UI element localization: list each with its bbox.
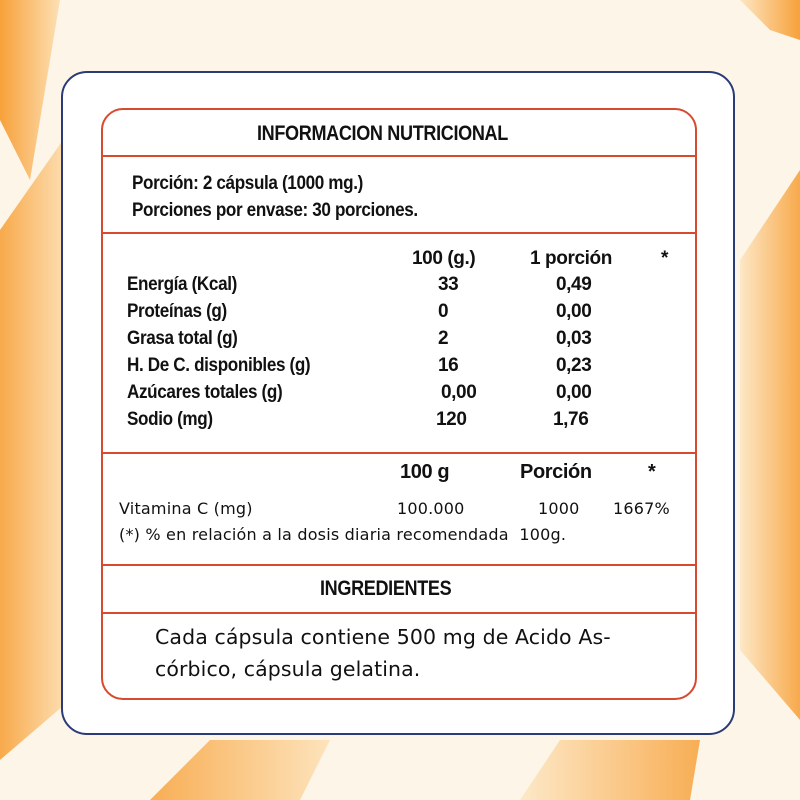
row-label: Sodio (mg) (127, 409, 213, 430)
row-label: Azúcares totales (g) (127, 382, 283, 403)
daily-value-percent: 1667% (613, 499, 670, 518)
column-header: 100 g (400, 461, 450, 483)
vitamin-label: Vitamina C (mg) (119, 499, 253, 518)
servings-text: Porciones por envase: 30 porciones. (132, 200, 418, 221)
row-label: H. De C. disponibles (g) (127, 355, 311, 376)
panel-title: INFORMACION NUTRICIONAL (257, 122, 508, 145)
row-label: Grasa total (g) (127, 328, 238, 349)
value-per-100: 0,00 (441, 382, 477, 403)
value-per-portion: 1000 (538, 499, 580, 518)
value-per-portion: 0,00 (556, 301, 592, 322)
column-header: 1 porción (530, 248, 612, 269)
divider (103, 564, 695, 566)
value-per-portion: 1,76 (553, 409, 589, 430)
value-per-100: 33 (438, 274, 459, 295)
column-header: * (661, 248, 668, 269)
value-per-100: 100.000 (397, 499, 465, 518)
divider (103, 232, 695, 234)
footnote: (*) % en relación a la dosis diaria recomendada 100g. (119, 525, 567, 544)
value-per-portion: 0,23 (556, 355, 592, 376)
value-per-100: 120 (436, 409, 467, 430)
ingredients-line: Cada cápsula contiene 500 mg de Acido As- (155, 625, 611, 649)
value-per-100: 0 (438, 301, 449, 322)
row-label: Proteínas (g) (127, 301, 227, 322)
value-per-100: 2 (438, 328, 449, 349)
column-header: * (648, 461, 656, 483)
divider (103, 155, 695, 157)
column-header: Porción (520, 461, 592, 483)
value-per-100: 16 (438, 355, 459, 376)
value-per-portion: 0,00 (556, 382, 592, 403)
ingredients-heading: INGREDIENTES (320, 577, 452, 600)
divider (103, 612, 695, 614)
portion-text: Porción: 2 cápsula (1000 mg.) (132, 173, 363, 194)
ingredients-line: córbico, cápsula gelatina. (155, 657, 421, 681)
column-header: 100 (g.) (412, 248, 476, 269)
value-per-portion: 0,49 (556, 274, 592, 295)
row-label: Energía (Kcal) (127, 274, 237, 295)
divider (103, 452, 695, 454)
value-per-portion: 0,03 (556, 328, 592, 349)
